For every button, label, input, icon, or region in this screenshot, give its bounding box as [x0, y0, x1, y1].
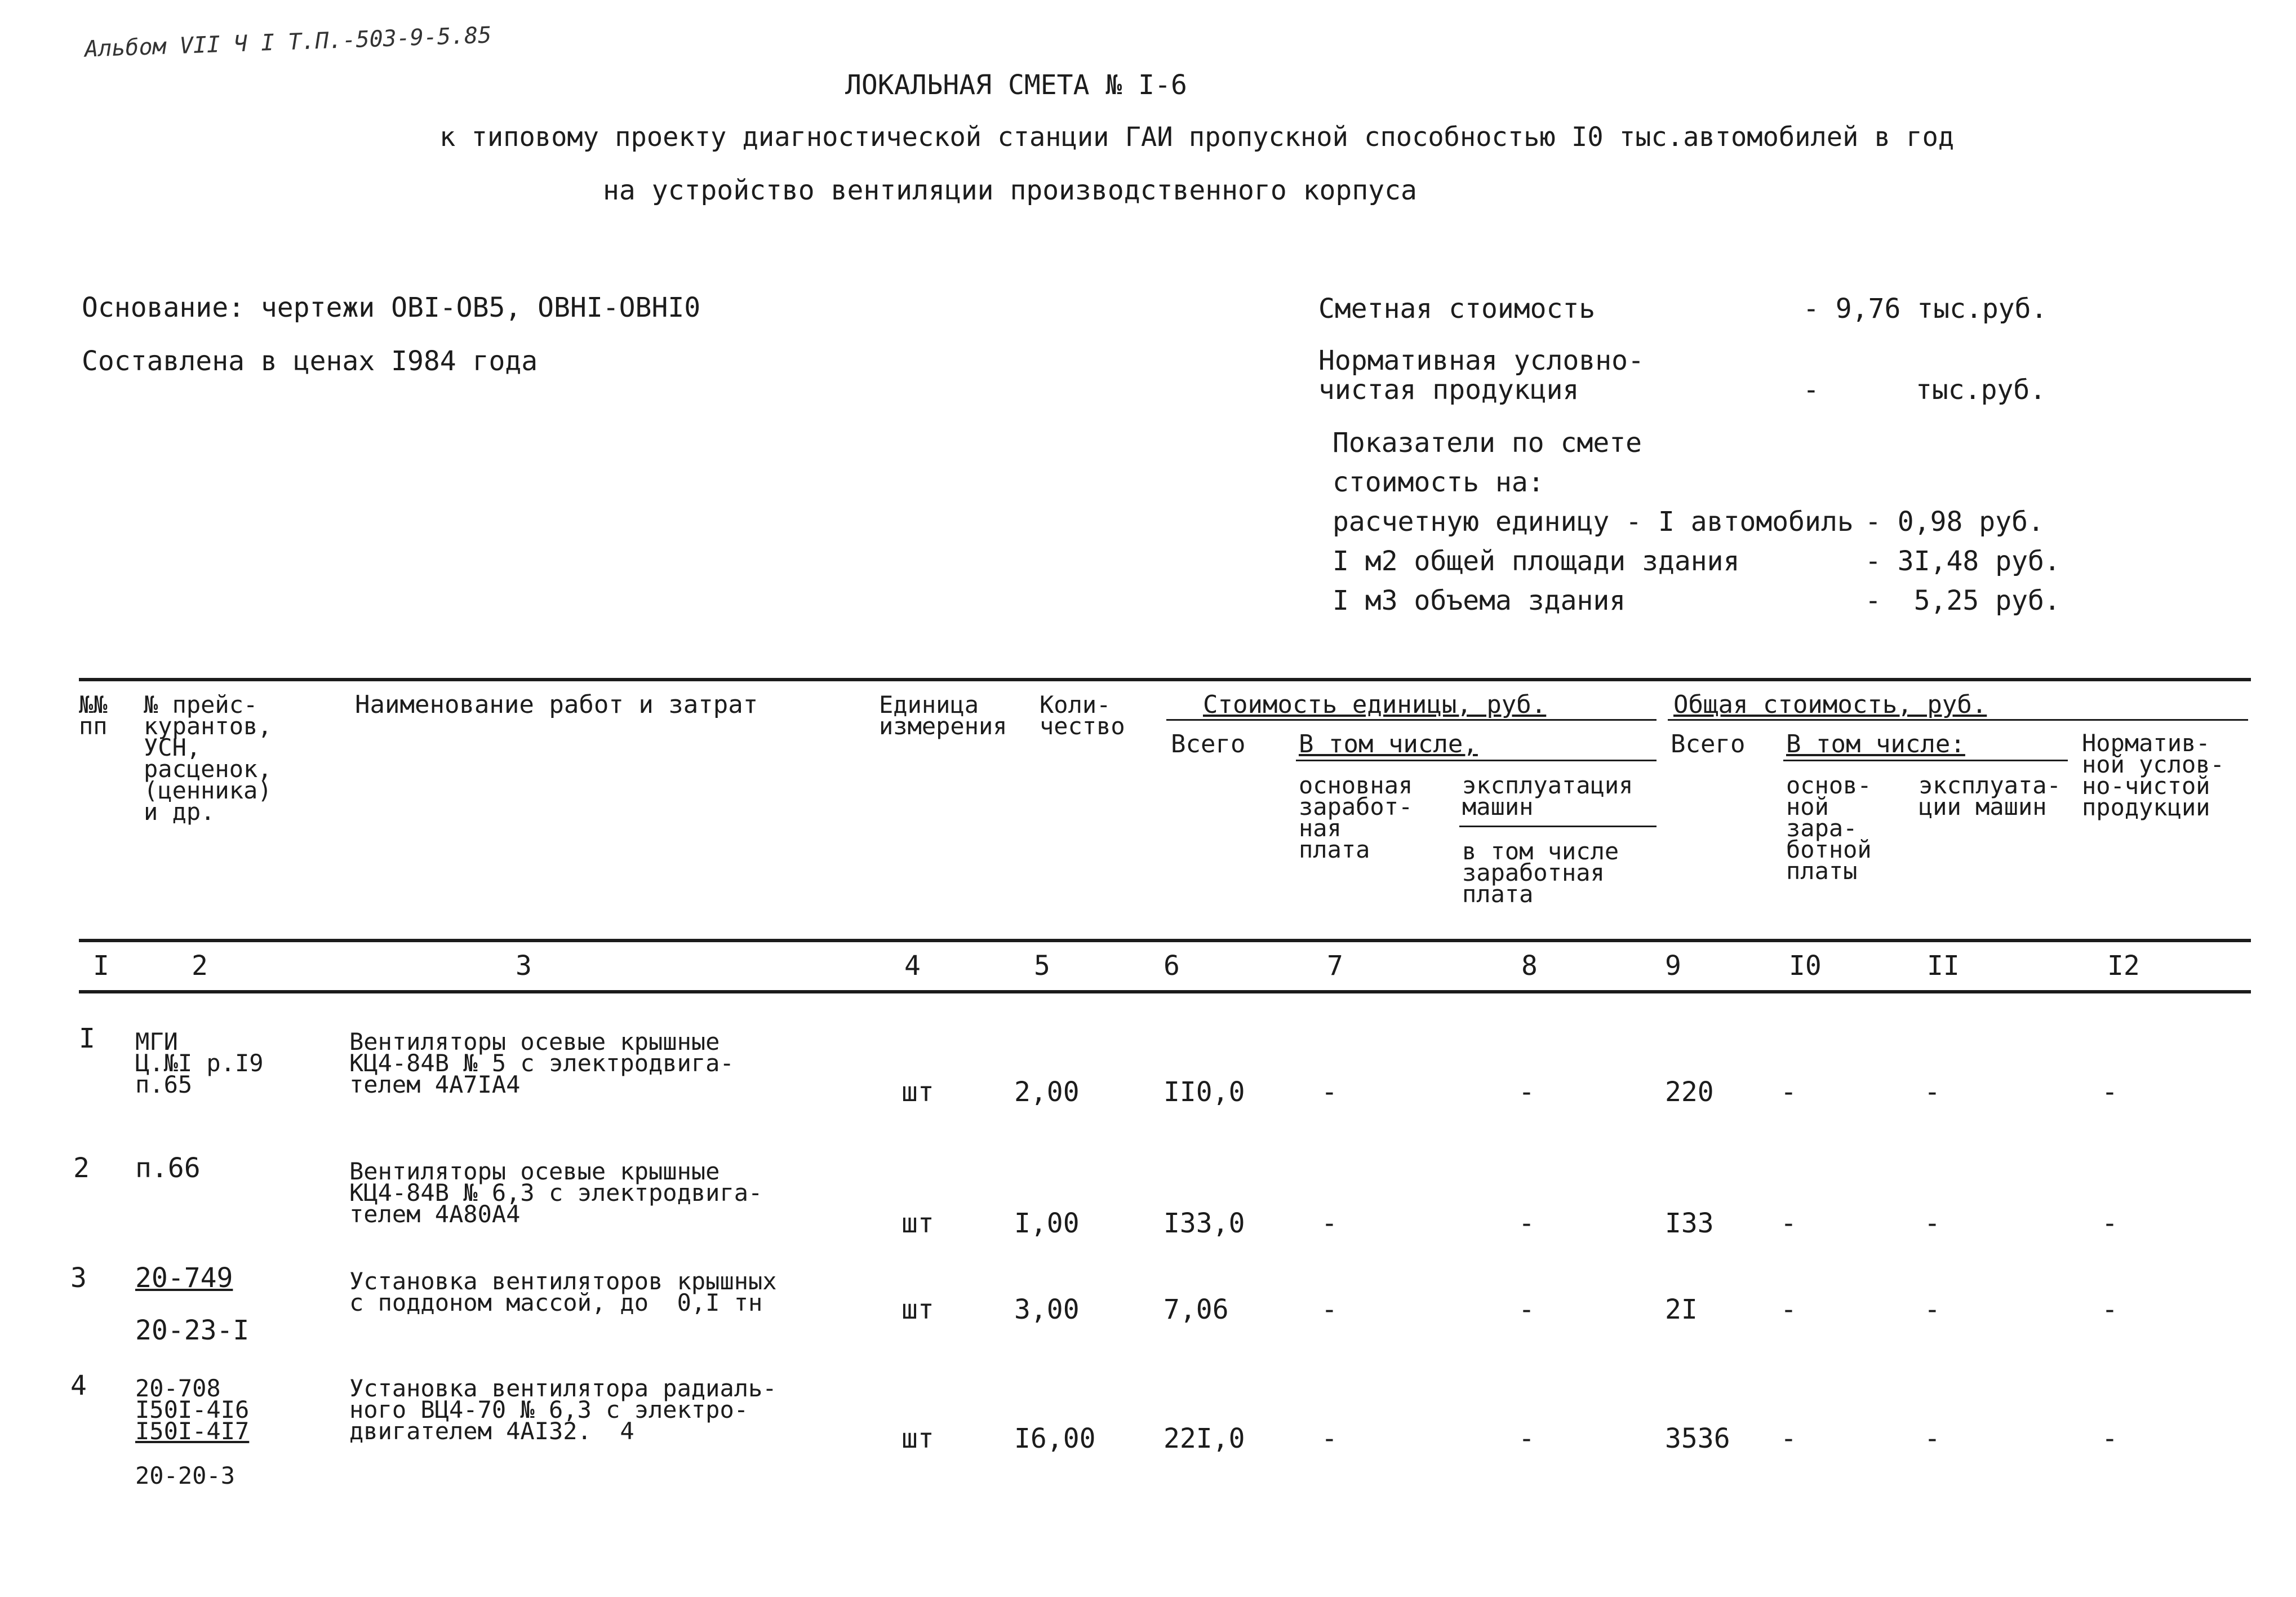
col-number-6: 6	[1163, 950, 1180, 982]
unit-cost-group-rule	[1166, 719, 1657, 721]
row-code: 20-749	[135, 1262, 233, 1294]
archive-stamp: Альбом VII Ч I Т.П.-503-9-5.85	[84, 22, 492, 63]
row-norm-product: -	[2102, 1076, 2118, 1108]
row-work-name: Установка вентиляторов крышных с поддоном массой, до 0,I тн	[349, 1267, 777, 1316]
estimated-cost-label: Сметная стоимость	[1318, 293, 1596, 325]
per-volume-label: I м3 объема здания	[1333, 585, 1626, 616]
table-top-rule	[79, 678, 2251, 681]
row-code: 20-23-I	[135, 1315, 250, 1346]
row-total-wage: -	[1780, 1076, 1797, 1108]
estimated-cost-value: - 9,76 тыс.руб.	[1803, 293, 2048, 325]
col-number-3: 3	[516, 950, 532, 982]
row-unit-wage: -	[1321, 1423, 1338, 1454]
row-unit-total: 7,06	[1163, 1294, 1229, 1325]
header-including-1: В том числе,	[1299, 730, 1478, 758]
row-norm-product: -	[2102, 1294, 2118, 1325]
incl1-rule	[1296, 760, 1657, 761]
row-unit-machine: -	[1518, 1423, 1535, 1454]
colnum-bottom-rule	[79, 990, 2251, 993]
prices-year-text: Составлена в ценах I984 года	[82, 345, 538, 377]
incl2-rule	[1783, 760, 2068, 761]
col-number-7: 7	[1327, 950, 1343, 982]
row-number: 4	[70, 1370, 87, 1401]
header-machine-wage: в том числе заработная плата	[1462, 837, 1619, 908]
col-number-12: I2	[2107, 950, 2140, 982]
row-quantity: I6,00	[1014, 1423, 1096, 1454]
col-number-9: 9	[1665, 950, 1681, 982]
header-base-wage: основная заработ- ная плата	[1299, 771, 1413, 863]
row-unit-wage: -	[1321, 1076, 1338, 1108]
per-area-label: I м2 общей площади здания	[1333, 545, 1740, 577]
per-area-value: - 3I,48 руб.	[1865, 545, 2060, 577]
row-code: п.66	[135, 1152, 201, 1184]
header-total-base-wage: основ- ной зара- ботной платы	[1786, 771, 1872, 885]
norm-product-label-1: Нормативная условно-	[1318, 345, 1644, 376]
header-unit-total: Всего	[1171, 730, 1246, 758]
row-code: I50I-4I6	[135, 1396, 250, 1423]
header-machine-operation: эксплуатация машин	[1462, 771, 1633, 820]
row-quantity: I,00	[1014, 1208, 1080, 1239]
basis-text: Основание: чертежи OBI-OB5, OBHI-OBHI0	[82, 292, 701, 323]
row-total-machine: -	[1924, 1208, 1940, 1239]
row-unit-machine: -	[1518, 1208, 1535, 1239]
header-total-cost-group: Общая стоимость, руб.	[1673, 690, 1987, 719]
header-bottom-rule	[79, 939, 2251, 942]
row-code: I50I-4I7	[135, 1417, 250, 1445]
subtitle-purpose: на устройство вентиляции производственного корпуса	[603, 175, 1417, 206]
col-number-4: 4	[904, 950, 921, 982]
row-unit-machine: -	[1518, 1076, 1535, 1108]
header-including-2: В том числе:	[1786, 730, 1965, 758]
row-unit-total: 22I,0	[1163, 1423, 1245, 1454]
row-total-wage: -	[1780, 1423, 1797, 1454]
row-unit: шт	[901, 1423, 934, 1454]
col-number-10: I0	[1789, 950, 1822, 982]
row-total-wage: -	[1780, 1208, 1797, 1239]
per-volume-value: - 5,25 руб.	[1865, 585, 2060, 616]
row-norm-product: -	[2102, 1208, 2118, 1239]
row-total-machine: -	[1924, 1423, 1940, 1454]
norm-product-label-2: чистая продукция	[1318, 374, 1579, 406]
row-unit-machine: -	[1518, 1294, 1535, 1325]
row-total-wage: -	[1780, 1294, 1797, 1325]
row-work-name: Установка вентилятора радиаль- ного ВЦ4-70 № 6,3 с электро- двигателем 4АI32. 4	[349, 1374, 777, 1445]
col-number-5: 5	[1034, 950, 1050, 982]
row-total-machine: -	[1924, 1294, 1940, 1325]
machine-sub-rule	[1459, 826, 1657, 827]
header-total-machine: эксплуата- ции машин	[1918, 771, 2061, 820]
row-code: Ц.№I р.I9	[135, 1049, 264, 1077]
page-title: ЛОКАЛЬНАЯ СМЕТА № I-6	[845, 69, 1187, 101]
row-quantity: 2,00	[1014, 1076, 1080, 1108]
header-number: №№ пп	[79, 691, 108, 740]
norm-product-unit: тыс.руб.	[1916, 374, 2046, 406]
header-work-name: Наименование работ и затрат	[355, 690, 758, 719]
row-grand-total: I33	[1665, 1208, 1714, 1239]
col-number-2: 2	[192, 950, 208, 982]
indicators-title: Показатели по смете	[1333, 427, 1642, 459]
row-code: МГИ	[135, 1028, 178, 1055]
total-cost-group-rule	[1668, 719, 2248, 721]
row-grand-total: 2I	[1665, 1294, 1698, 1325]
row-code: 20-20-3	[135, 1462, 236, 1489]
row-work-name: Вентиляторы осевые крышные КЦ4-84В № 5 с электродвига- телем 4А7IА4	[349, 1028, 734, 1098]
header-grand-total: Всего	[1671, 730, 1746, 758]
per-unit-value: - 0,98 руб.	[1865, 506, 2044, 538]
col-number-8: 8	[1521, 950, 1538, 982]
row-number: I	[79, 1023, 95, 1054]
row-unit: шт	[901, 1208, 934, 1239]
row-unit-total: I33,0	[1163, 1208, 1245, 1239]
col-number-11: II	[1927, 950, 1960, 982]
row-code: 20-708	[135, 1374, 221, 1402]
norm-product-dash: -	[1803, 374, 1819, 406]
per-unit-label: расчетную единицу - I автомобиль	[1333, 506, 1854, 538]
row-unit: шт	[901, 1294, 934, 1325]
row-unit-wage: -	[1321, 1294, 1338, 1325]
header-unit-cost-group: Стоимость единицы, руб.	[1203, 690, 1547, 719]
row-code: п.65	[135, 1071, 193, 1098]
subtitle-project: к типовому проекту диагностической станции ГАИ пропускной способностью I0 тыс.автомобилей в год	[439, 122, 1955, 153]
row-work-name: Вентиляторы осевые крышные КЦ4-84В № 6,3 с электродвига- телем 4А80А4	[349, 1157, 763, 1228]
row-grand-total: 220	[1665, 1076, 1714, 1108]
row-quantity: 3,00	[1014, 1294, 1080, 1325]
cost-on-label: стоимость на:	[1333, 467, 1544, 498]
row-unit-wage: -	[1321, 1208, 1338, 1239]
row-unit-total: II0,0	[1163, 1076, 1245, 1108]
header-quantity: Коли- чество	[1040, 691, 1125, 740]
header-price-code: № прейс- курантов, УСН, расценок, (ценника) и др.	[144, 691, 272, 826]
header-norm-product: Норматив- ной услов- но-чистой продукции	[2082, 729, 2224, 821]
header-unit: Единица измерения	[879, 691, 1007, 740]
row-grand-total: 3536	[1665, 1423, 1730, 1454]
row-number: 3	[70, 1262, 87, 1294]
row-unit: шт	[901, 1076, 934, 1108]
col-number-1: I	[93, 950, 109, 982]
row-norm-product: -	[2102, 1423, 2118, 1454]
row-total-machine: -	[1924, 1076, 1940, 1108]
row-number: 2	[73, 1152, 90, 1184]
